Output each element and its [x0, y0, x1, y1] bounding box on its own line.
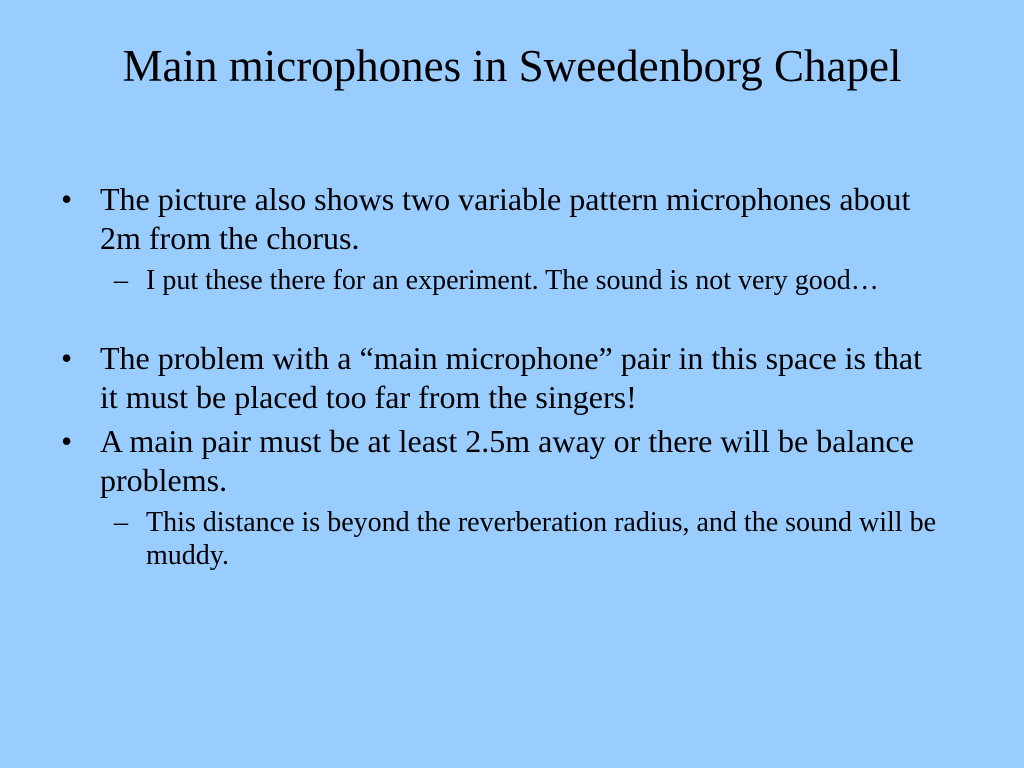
bullet-text: The problem with a “main microphone” pair in this space is that it must be placed too far from the singers! [100, 340, 922, 415]
bullet-list [0, 180, 1024, 572]
slide-title: Main microphones in Sweedenborg Chapel [122, 41, 902, 91]
bullet-text: The picture also shows two variable pattern microphones about 2m from the chorus. [100, 181, 911, 256]
sub-bullet-item [0, 264, 1024, 297]
bullet-item [0, 339, 1024, 417]
bullet-marker: • [61, 423, 73, 459]
sub-bullet-text: This distance is beyond the reverberation radius, and the sound will be muddy. [146, 507, 937, 571]
bullet-item [0, 422, 1024, 500]
sub-bullet-text: I put these there for an experiment. The sound is not very good… [146, 265, 879, 296]
sub-bullet-marker: – [114, 265, 128, 296]
bullet-item [0, 180, 1024, 258]
sub-bullet-marker: – [114, 507, 128, 538]
bullet-text: A main pair must be at least 2.5m away or there will be balance problems. [100, 423, 914, 498]
bullet-marker: • [61, 340, 73, 376]
bullet-marker: • [61, 181, 73, 217]
sub-bullet-item [0, 506, 1024, 572]
